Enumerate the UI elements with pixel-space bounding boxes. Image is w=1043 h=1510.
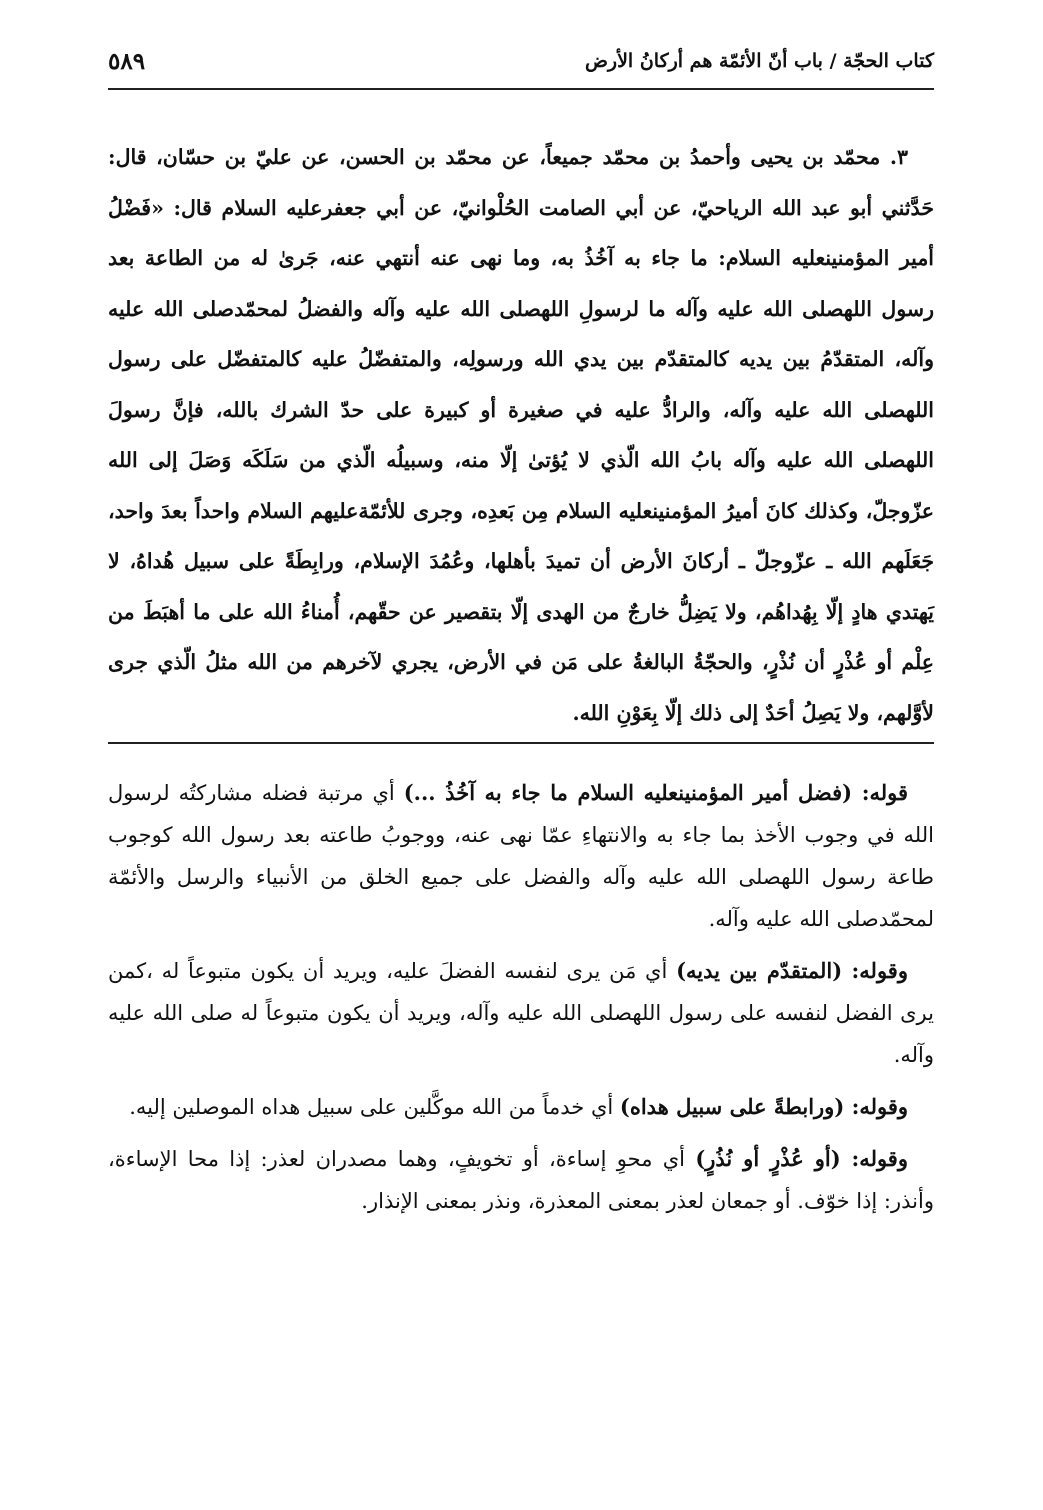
header-title: كتاب الحجّة / باب أنّ الأئمّة هم أركانُ الأرض xyxy=(584,50,934,72)
commentary-text: أي محوِ إساءة، أو تخويفٍ، وهما مصدران لعذر: إذا محا الإساءة، وأنذر: إذا خوّف. أو جمعان لعذر بمعنى المعذرة، ونذر بمعنى الإنذار. xyxy=(108,1147,934,1213)
page-number: ٥٨٩ xyxy=(108,48,146,75)
commentary-text: أي مرتبة فضله مشاركتُه لرسول الله في وجوب الأخذ بما جاء به والانتهاءِ عمّا نهى عنه، ووجوبُ طاعته بعد رسول الله كوجوب طاعة رسول اللهصلى الله عليه وآله والفضل على جميع الخلق من الأنبياء والرسل والأئمّة لمحمّدصلى الله عليه وآله. xyxy=(108,781,934,931)
commentary-text: أي خدماً من الله موكَّلين على سبيل هداه الموصلين إليه. xyxy=(129,1095,620,1119)
commentary-text: أي مَن يرى لنفسه الفضلَ عليه، ويريد أن يكون متبوعاً له ،كمن يرى الفضل لنفسه على رسول اللهصلى الله عليه وآله، ويريد أن يكون متبوعاً له صلى الله عليه وآله. xyxy=(108,959,934,1067)
hadith-text: ٣. محمّد بن يحيى وأحمدُ بن محمّد جميعاً، عن محمّد بن الحسن، عن عليّ بن حسّان، قال: حَدَّثني أبو عبد الله الرياحيّ، عن أبي الصامت الحُلْوانيّ، عن أبي جعفرعليه السلام قال: «فَضْلُ أمير المؤمنينعليه السلام: ما جاء به آخُذُ به، وما نهى عنه أنتهي عنه، جَرىٰ له من الطاعة بعد رسول اللهصلى الله عليه وآله ما لرسولِ اللهصلى الله عليه وآله والفضلُ لمحمّدصلى الله عليه وآله، المتقدّمُ بين يديه كالمتقدّم بين يدي الله ورسولِه، والمتفضّلُ عليه كالمتفضّل على رسول اللهصلى الله عليه وآله، والرادُّ عليه في صغيرة أو كبيرة على حدّ الشرك بالله، فإنَّ رسولَ اللهصلى الله عليه وآله بابُ الله الّذي لا يُؤتىٰ إلّا منه، وسبيلُه الّذي من سَلَكَه وَصَلَ إلى الله عزّوجلّ، وكذلك كانَ أميرُ المؤمنينعليه السلام مِن بَعدِه، وجرى للأئمّةعليهم السلام واحداً بعدَ واحد، جَعَلَهم الله ـ عزّوجلّ ـ أركانَ الأرض أن تميدَ بأهلها، وعُمُدَ الإسلام، ورابِطَةً على سبيل هُداهُ، لا يَهتدي هادٍ إلّا بِهُداهُم، ولا يَضِلُّ خارجٌ من الهدى إلّا بتقصير عن حقّهم، أُمناءُ الله على ما أهبَطَ من عِلْم أو عُذْرٍ أن نُذْرٍ، والحجّةُ البالغةُ على مَن في الأرض، يجري لآخرهم من الله مثلُ الّذي جرى لأوَّلهم، ولا يَصِلُ أحَدٌ إلى ذلك إلّا بِعَوْنِ الله. xyxy=(108,145,934,725)
hadith-block xyxy=(108,132,934,738)
commentary-paragraph xyxy=(108,772,934,940)
commentary-paragraph xyxy=(108,1086,934,1128)
running-header xyxy=(108,42,934,90)
commentary-block xyxy=(108,772,934,1232)
commentary-paragraph xyxy=(108,1138,934,1222)
footnote-divider xyxy=(108,742,934,744)
commentary-paragraph xyxy=(108,950,934,1076)
commentary-lead: وقوله: (ورابطةً على سبيل هداه) xyxy=(619,1094,908,1119)
commentary-lead: وقوله: (أو عُذْرٍ أو نُذُرٍ) xyxy=(695,1146,908,1171)
commentary-lead: قوله: (فضل أمير المؤمنينعليه السلام ما جاء به آخُذُ ...) xyxy=(403,780,908,805)
commentary-lead: وقوله: (المتقدّم بين يديه) xyxy=(676,958,908,983)
